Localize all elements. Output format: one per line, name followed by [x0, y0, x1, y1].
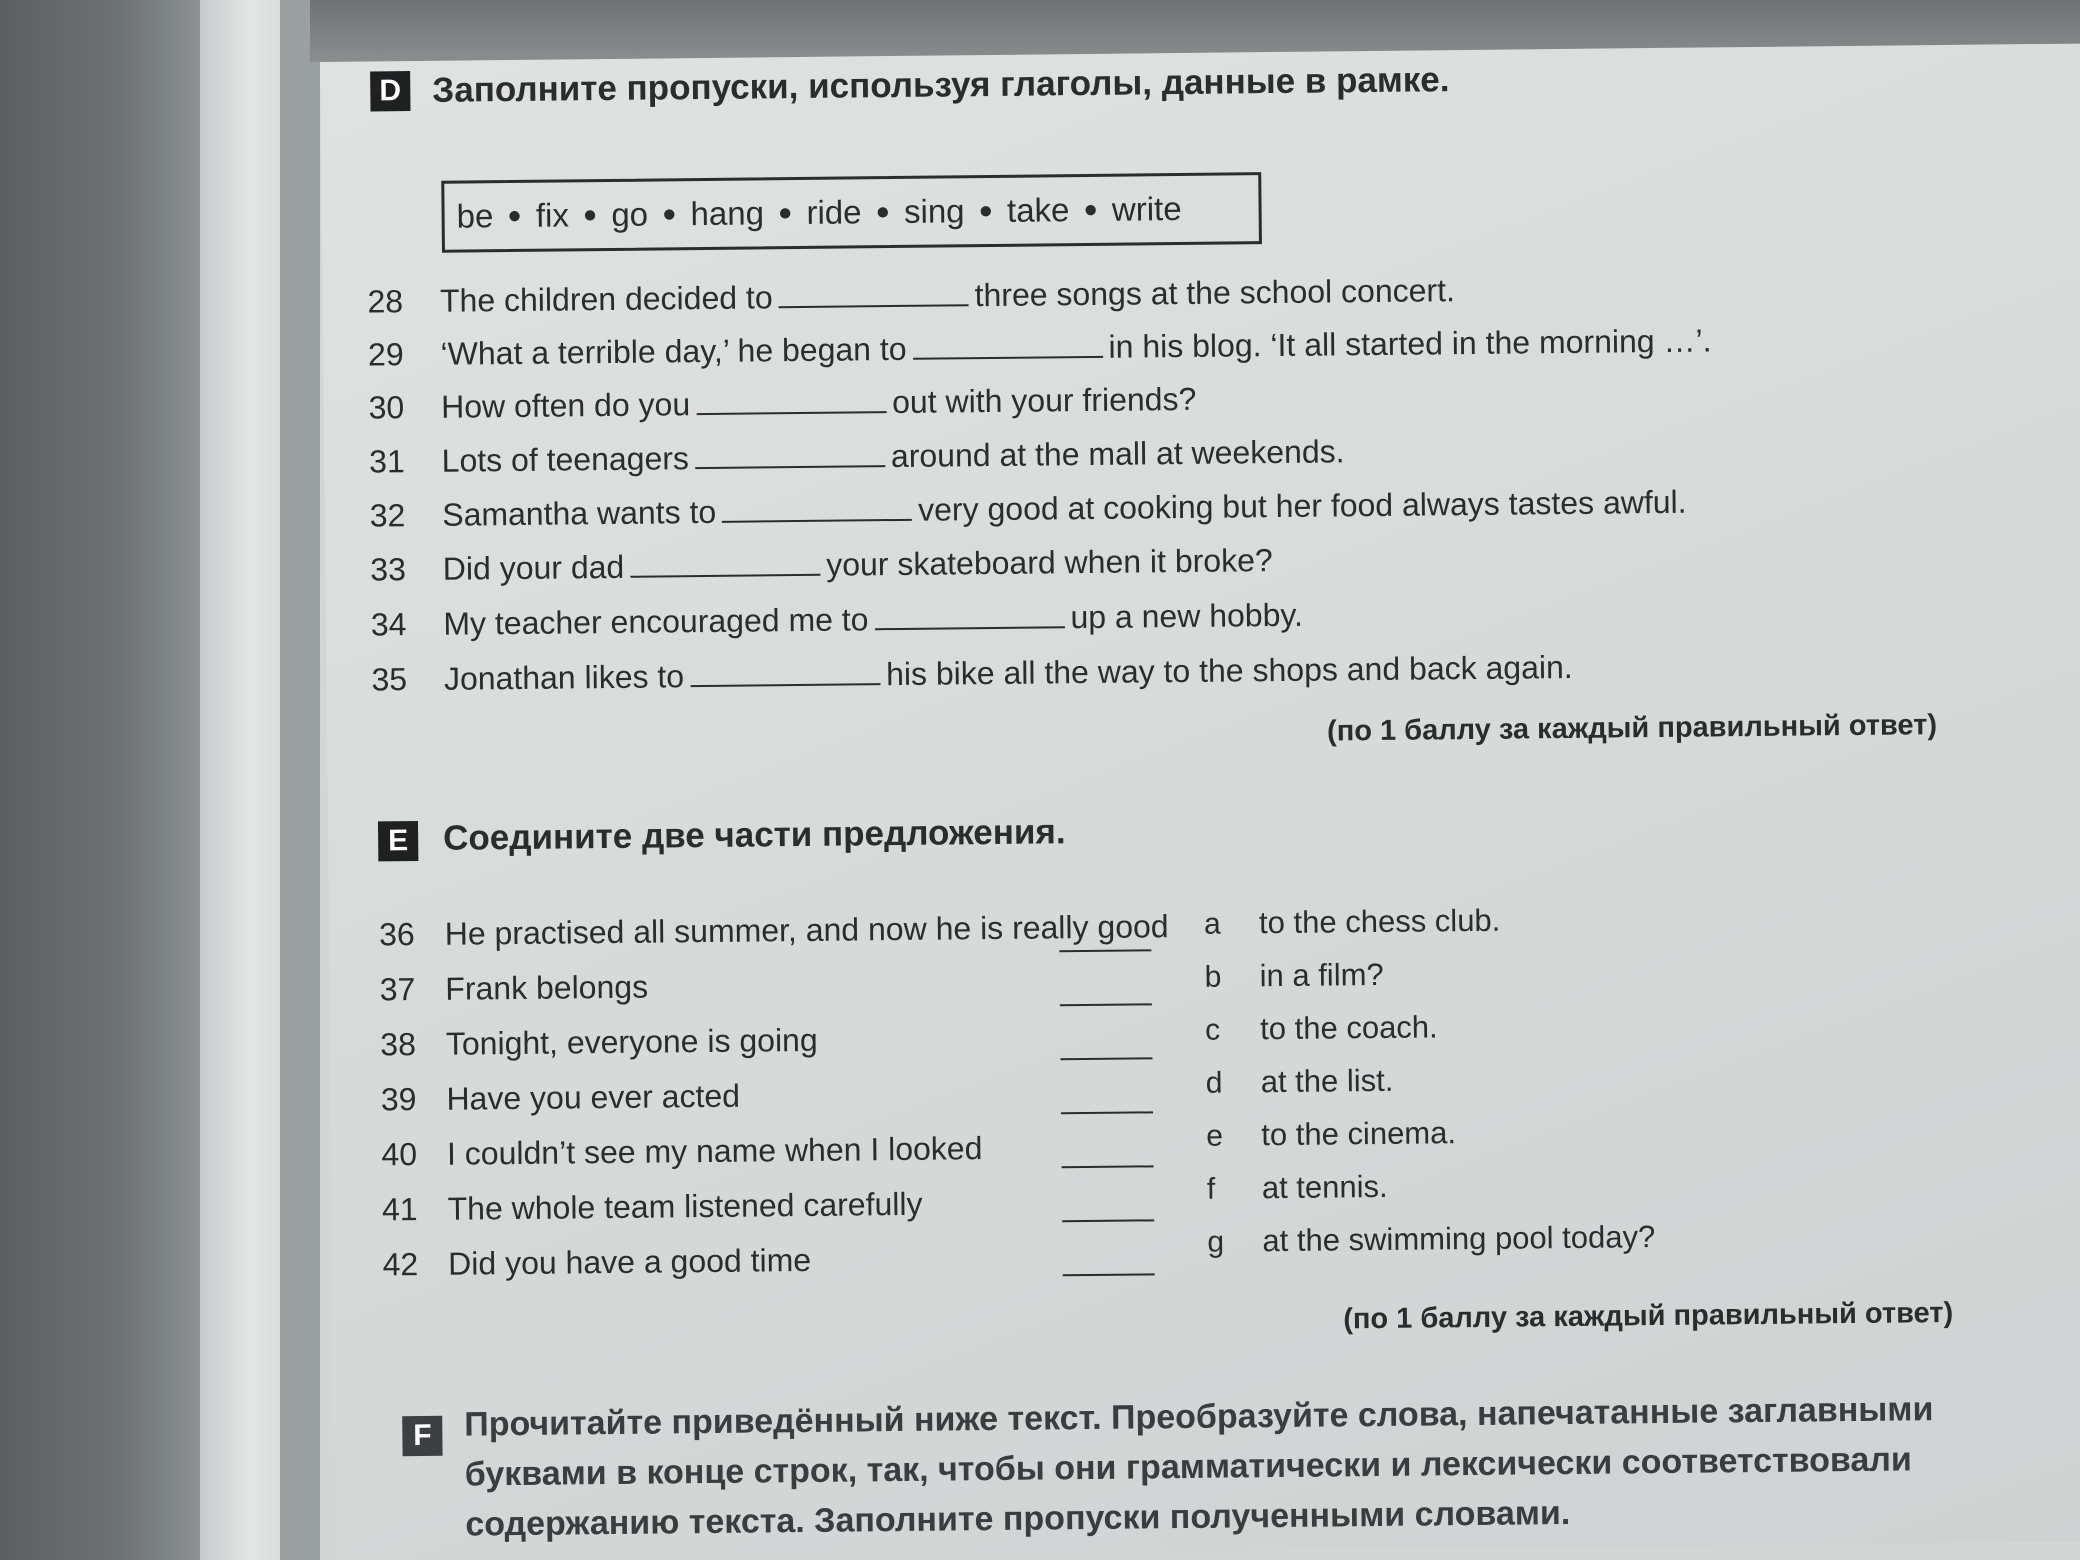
match-item	[382, 1242, 811, 1283]
verb: sing	[903, 192, 965, 230]
verb: be	[456, 197, 494, 235]
item-number: 40	[381, 1136, 418, 1173]
section-d-score: (по 1 баллу за каждый правильный ответ)	[1326, 709, 1938, 748]
match-item	[380, 969, 649, 1009]
section-e-score: (по 1 баллу за каждый правильный ответ)	[1343, 1296, 1954, 1336]
item-number: 28	[367, 283, 404, 320]
match-answer-blank[interactable]	[1059, 949, 1151, 952]
match-answer-blank[interactable]	[1060, 1003, 1152, 1006]
item-text-before: How often do you	[440, 386, 691, 425]
ending-letter: f	[1206, 1172, 1216, 1206]
item-text-before: Did your dad	[442, 548, 625, 587]
section-d-instruction: Заполните пропуски, используя глаголы, данные в рамке.	[432, 60, 1450, 110]
item-number: 32	[369, 497, 406, 534]
answer-blank[interactable]	[874, 604, 1064, 630]
match-answer-blank[interactable]	[1060, 1057, 1152, 1060]
exercise-item	[371, 649, 1573, 699]
ending-letter: b	[1204, 960, 1222, 994]
ending-letter: g	[1207, 1225, 1225, 1259]
match-item	[381, 1130, 982, 1173]
answer-blank[interactable]	[722, 497, 912, 523]
item-number: 30	[368, 389, 405, 426]
answer-blank[interactable]	[630, 552, 820, 578]
item-text: Tonight, everyone is going	[445, 1021, 818, 1062]
item-number: 38	[380, 1026, 417, 1063]
bullet-icon: ●	[1083, 195, 1099, 224]
ending-letter: c	[1205, 1013, 1221, 1047]
item-number: 29	[367, 336, 404, 373]
background-left	[0, 0, 200, 1560]
ending-text: at the swimming pool today?	[1262, 1219, 1656, 1259]
bullet-icon: ●	[875, 198, 891, 226]
item-text: Did you have a good time	[447, 1241, 812, 1282]
item-text-after: out with your friends?	[891, 380, 1197, 421]
verb: write	[1111, 189, 1182, 228]
item-text-after: up a new hobby.	[1070, 596, 1304, 636]
item-number: 37	[379, 971, 416, 1008]
item-text-before: Lots of teenagers	[441, 440, 690, 479]
section-d-label: D	[370, 71, 410, 111]
answer-blank[interactable]	[912, 334, 1102, 360]
item-text-after: in his blog. ‘It all started in the morning …’.	[1108, 322, 1712, 365]
item-number: 34	[370, 606, 407, 643]
section-f-label: F	[402, 1416, 442, 1456]
match-item	[380, 1022, 818, 1064]
section-e-instruction: Соедините две части предложения.	[442, 812, 1066, 858]
match-item	[381, 1078, 740, 1119]
exercise-item	[368, 381, 1196, 427]
exercise-item	[370, 484, 1687, 535]
section-f-instruction-line: Прочитайте приведённый ниже текст. Преобразуйте слова, напечатанные заглавными	[464, 1390, 1934, 1444]
ending-text: in a film?	[1259, 956, 1384, 994]
item-number: 41	[381, 1191, 418, 1228]
item-text: He practised all summer, and now he is really good	[444, 908, 1169, 952]
ending-text: at tennis.	[1261, 1168, 1388, 1206]
match-answer-blank[interactable]	[1063, 1273, 1155, 1276]
exercise-item	[367, 272, 1455, 320]
item-text-before: Jonathan likes to	[443, 658, 685, 697]
ending-letter: e	[1206, 1119, 1224, 1153]
ending-text: to the chess club.	[1258, 902, 1501, 941]
verb: fix	[535, 196, 570, 234]
page-edge-shadow	[280, 0, 320, 1560]
item-text: The whole team listened carefully	[447, 1185, 923, 1227]
match-answer-blank[interactable]	[1061, 1111, 1153, 1114]
section-f-instruction-line: буквами в конце строк, так, чтобы они грамматически и лексически соответствовали	[464, 1440, 1912, 1494]
item-text-after: three songs at the school concert.	[974, 272, 1456, 314]
bullet-icon: ●	[582, 201, 598, 229]
section-f-instruction-line: содержанию текста. Заполните пропуски полученными словами.	[465, 1493, 1571, 1544]
answer-blank[interactable]	[778, 282, 968, 308]
exercise-item	[371, 597, 1303, 644]
bullet-icon: ●	[661, 200, 677, 228]
item-text: Frank belongs	[445, 968, 649, 1007]
match-item	[379, 908, 1169, 953]
match-item	[382, 1186, 923, 1229]
match-answer-blank[interactable]	[1062, 1165, 1154, 1168]
item-number: 35	[371, 661, 408, 698]
ending-letter: d	[1205, 1066, 1223, 1100]
item-text-before: Samantha wants to	[442, 493, 717, 533]
answer-blank[interactable]	[696, 389, 886, 415]
item-number: 42	[382, 1246, 419, 1283]
item-text-after: around at the mall at weekends.	[890, 433, 1345, 475]
ending-letter: a	[1203, 907, 1221, 941]
ending-text: to the cinema.	[1261, 1115, 1457, 1153]
item-text-before: My teacher encouraged me to	[443, 601, 869, 642]
bullet-icon: ●	[978, 196, 994, 225]
ending-text: to the coach.	[1259, 1009, 1438, 1047]
verb: ride	[806, 193, 862, 231]
item-text-before: ‘What a terrible day,’ he began to	[440, 330, 907, 372]
match-answer-blank[interactable]	[1062, 1219, 1154, 1222]
section-e-label: E	[378, 821, 418, 861]
item-number: 31	[368, 443, 405, 480]
item-number: 39	[380, 1081, 417, 1118]
item-text-after: your skateboard when it broke?	[826, 542, 1273, 583]
bullet-icon: ●	[507, 201, 522, 230]
bullet-icon: ●	[777, 199, 793, 227]
item-text-after: very good at cooking but her food always tastes awful.	[917, 483, 1687, 528]
ending-text: at the list.	[1260, 1062, 1394, 1100]
verb: go	[611, 195, 649, 233]
verb: take	[1006, 191, 1070, 229]
answer-blank[interactable]	[695, 443, 885, 469]
worksheet-page	[320, 44, 2080, 1560]
answer-blank[interactable]	[690, 661, 880, 687]
item-text: I couldn’t see my name when I looked	[446, 1130, 983, 1172]
verb-box	[441, 172, 1262, 253]
verb: hang	[690, 194, 765, 233]
item-text-before: The children decided to	[439, 279, 773, 319]
exercise-item	[370, 542, 1273, 588]
exercise-item	[368, 322, 1712, 373]
item-number: 36	[378, 916, 415, 953]
item-number: 33	[370, 551, 407, 588]
exercise-item	[369, 433, 1345, 480]
item-text-after: his bike all the way to the shops and back again.	[885, 648, 1573, 693]
item-text: Have you ever acted	[446, 1077, 741, 1117]
